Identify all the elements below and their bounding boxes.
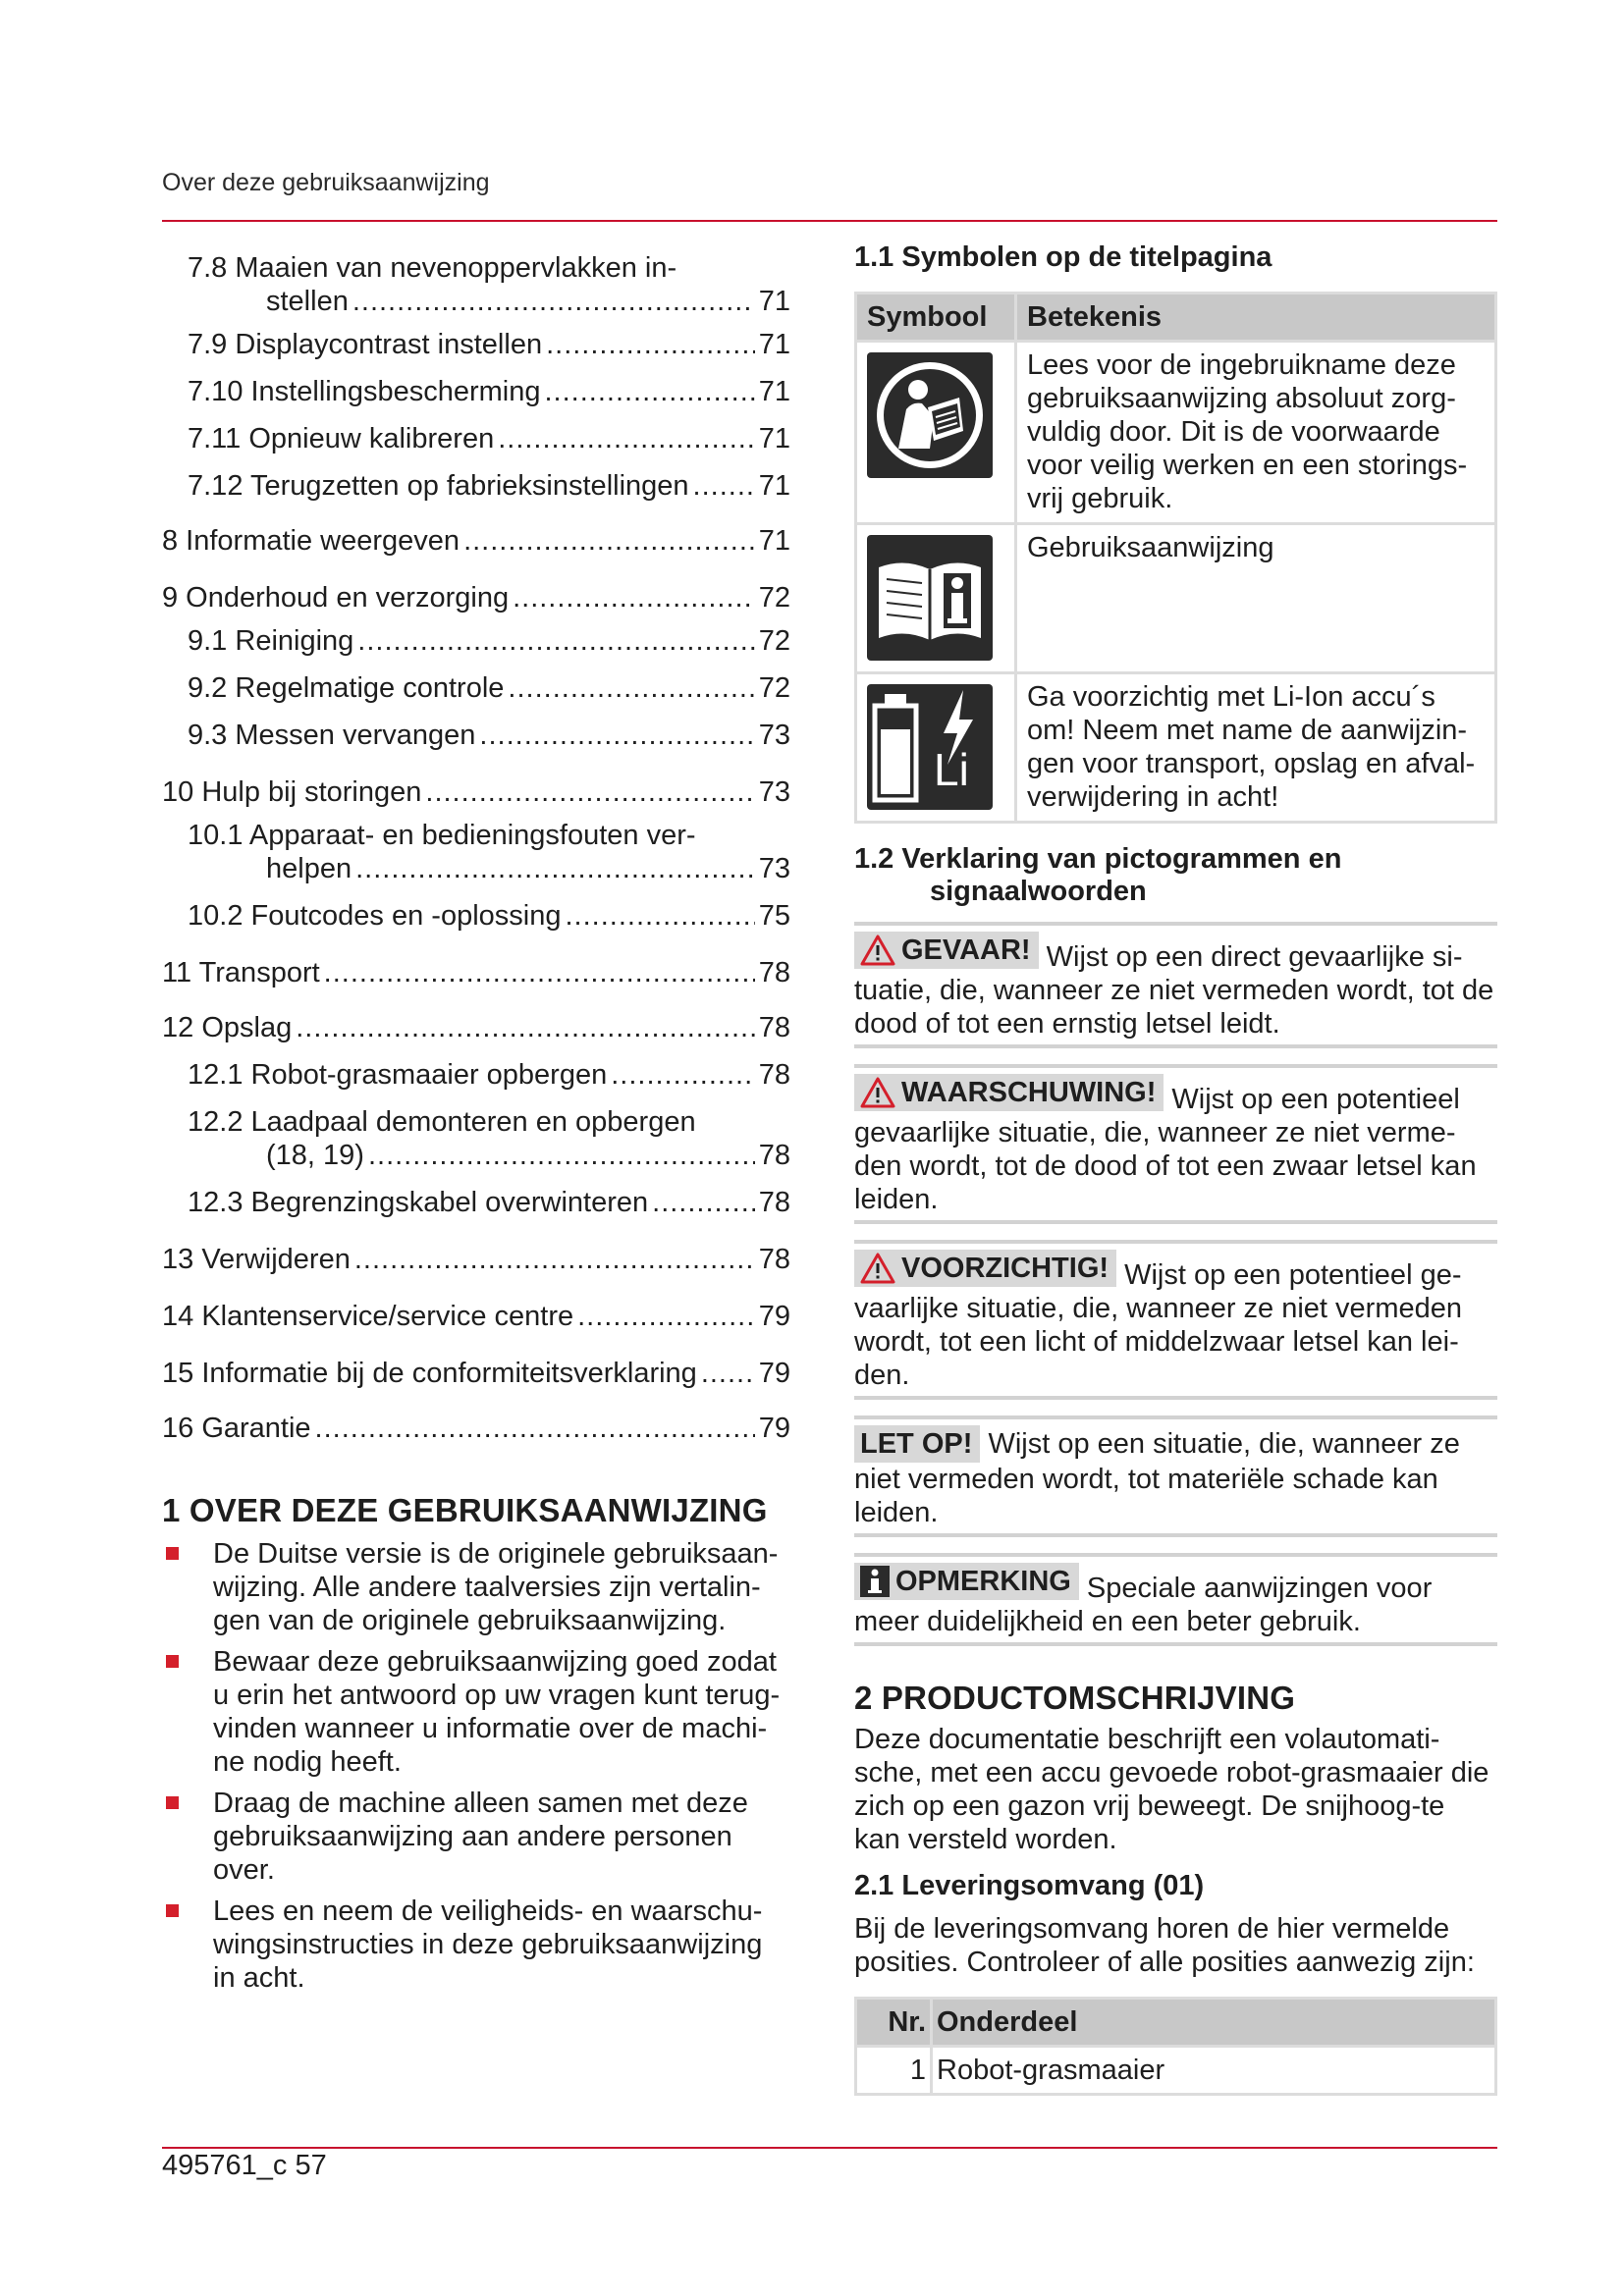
column-header-symbol: Symbool bbox=[856, 294, 1016, 342]
signal-block-caution bbox=[854, 1240, 1497, 1400]
section-1-bullets bbox=[162, 1537, 790, 1995]
toc-item-14[interactable]: 14 Klantenservice/service centre ..... 79 bbox=[162, 1300, 790, 1333]
delivery-table bbox=[854, 1997, 1497, 2096]
toc-item-16[interactable]: 16 Garantie ..... 79 bbox=[162, 1412, 790, 1445]
toc-item-9-3[interactable]: 9.3 Messen vervangen ..... 73 bbox=[162, 719, 790, 752]
list-item: Bewaar deze gebruiksaanwijzing goed zodat u erin het antwoord op uw vragen kunt terug-vinden wanneer u informatie over de machi-ne nodig heeft. bbox=[162, 1645, 790, 1779]
toc-item-7-11[interactable]: 7.11 Opnieuw kalibreren ..... 71 bbox=[162, 422, 790, 455]
toc-item-7-9[interactable]: 7.9 Displaycontrast instellen ..... 71 bbox=[162, 328, 790, 361]
delivery-nr: 1 bbox=[856, 2047, 932, 2095]
signal-text: Wijst op een potentieel ge-vaarlijke situatie, die, wanneer ze niet vermeden wordt, tot een licht of middelzwaar letsel kan lei-den. bbox=[854, 1259, 1462, 1391]
section-2-heading: 2 PRODUCTOMSCHRIJVING bbox=[854, 1680, 1296, 1716]
signal-block-danger bbox=[854, 922, 1497, 1048]
right-column bbox=[854, 241, 1497, 2096]
toc-item-12[interactable]: 12 Opslag ..... 78 bbox=[162, 1011, 790, 1044]
running-head: Over deze gebruiksaanwijzing bbox=[162, 169, 490, 196]
manual-info-icon bbox=[867, 535, 993, 661]
section-1-1-heading: 1.1 Symbolen op de titelpagina bbox=[854, 241, 1272, 273]
symbol-meaning-text: Ga voorzichtig met Li-Ion accu´s om! Neem met name de aanwijzin-gen voor transport, opslag en afval-verwijdering in acht! bbox=[1027, 681, 1476, 813]
toc-item-9-2[interactable]: 9.2 Regelmatige controle ..... 72 bbox=[162, 671, 790, 705]
section-2-text: Deze documentatie beschrijft een volautomati-sche, met een accu gevoede robot-grasmaaier die zich op een gazon vrij beweegt. De snijhoog-te kan versteld worden. bbox=[854, 1724, 1489, 1855]
symbols-table bbox=[854, 292, 1497, 824]
column-header-nr: Nr. bbox=[856, 1999, 932, 2047]
battery-label: Li bbox=[934, 744, 969, 795]
toc-item-11[interactable]: 11 Transport ..... 78 bbox=[162, 956, 790, 989]
column-header-meaning: Betekenis bbox=[1016, 294, 1496, 342]
signal-word-note: OPMERKING bbox=[895, 1566, 1071, 1597]
toc-item-9-1[interactable]: 9.1 Reiniging ..... 72 bbox=[162, 624, 790, 658]
toc-item-12-1[interactable]: 12.1 Robot-grasmaaier opbergen ..... 78 bbox=[162, 1058, 790, 1092]
list-item: Lees en neem de veiligheids- en waarschu-wingsinstructies in deze gebruiksaanwijzing in acht. bbox=[162, 1895, 790, 1995]
toc-item-7-10[interactable]: 7.10 Instellingsbescherming ..... 71 bbox=[162, 375, 790, 408]
read-manual-icon bbox=[867, 352, 993, 478]
info-icon bbox=[860, 1566, 890, 1597]
bullet-square-icon bbox=[166, 1904, 179, 1917]
signal-text: Wijst op een situatie, die, wanneer ze niet vermeden wordt, tot materiële schade kan leiden. bbox=[854, 1428, 1460, 1528]
toc-item-10[interactable]: 10 Hulp bij storingen ..... 73 bbox=[162, 775, 790, 809]
bullet-square-icon bbox=[166, 1796, 179, 1809]
table-header-row bbox=[856, 1999, 1496, 2047]
toc-item-8[interactable]: 8 Informatie weergeven ..... 71 bbox=[162, 524, 790, 558]
table-row bbox=[856, 524, 1496, 673]
footer-rule bbox=[162, 2147, 1497, 2149]
toc-item-7-12[interactable]: 7.12 Terugzetten op fabrieksinstellingen ..... 71 bbox=[162, 469, 790, 503]
signal-block-note bbox=[854, 1553, 1497, 1646]
signal-block-warning bbox=[854, 1064, 1497, 1224]
table-row bbox=[856, 2047, 1496, 2095]
toc-item-10-1[interactable]: 10.1 Apparaat- en bedieningsfouten ver- helpen ..... 73 bbox=[162, 819, 790, 885]
warning-triangle-icon bbox=[860, 934, 895, 966]
section-1-heading: 1 OVER DEZE GEBRUIKSAANWIJZING bbox=[162, 1492, 768, 1528]
toc-item-15[interactable]: 15 Informatie bij de conformiteitsverklaring ..... 79 bbox=[162, 1357, 790, 1390]
page-footer: 495761_c 57 bbox=[162, 2150, 327, 2181]
section-2-1-heading: 2.1 Leveringsomvang (01) bbox=[854, 1870, 1205, 1901]
list-item: De Duitse versie is de originele gebruiksaan-wijzing. Alle andere taalversies zijn vertalin-gen van de originele gebruiksaanwijzing. bbox=[162, 1537, 790, 1637]
section-1-2-heading: 1.2 Verklaring van pictogrammen en signaalwoorden bbox=[854, 843, 1342, 907]
column-header-part: Onderdeel bbox=[932, 1999, 1496, 2047]
signal-word-notice: LET OP! bbox=[860, 1428, 973, 1460]
table-of-contents bbox=[162, 251, 790, 1445]
signal-text: Wijst op een potentieel gevaarlijke situatie, die, wanneer ze niet verme-den wordt, tot de dood of tot een zwaar letsel kan leiden. bbox=[854, 1084, 1477, 1215]
delivery-part: Robot-grasmaaier bbox=[932, 2047, 1496, 2095]
signal-text: Wijst op een direct gevaarlijke si-tuatie, die, wanneer ze niet vermeden wordt, tot de dood of tot een ernstig letsel leidt. bbox=[854, 941, 1494, 1040]
section-2-1-text: Bij de leveringsomvang horen de hier vermelde posities. Controleer of alle posities aanwezig zijn: bbox=[854, 1913, 1475, 1978]
li-ion-battery-icon bbox=[867, 684, 993, 810]
bullet-square-icon bbox=[166, 1547, 179, 1560]
signal-text: Speciale aanwijzingen voor meer duidelijkheid en een beter gebruik. bbox=[854, 1573, 1433, 1637]
signal-block-notice bbox=[854, 1415, 1497, 1537]
signal-word-danger: GEVAAR! bbox=[901, 934, 1031, 966]
toc-item-10-2[interactable]: 10.2 Foutcodes en -oplossing ..... 75 bbox=[162, 899, 790, 933]
toc-item-7-8[interactable]: 7.8 Maaien van nevenoppervlakken in- stellen ..... 71 bbox=[162, 251, 790, 318]
toc-item-12-3[interactable]: 12.3 Begrenzingskabel overwinteren ..... 78 bbox=[162, 1186, 790, 1219]
warning-triangle-icon bbox=[860, 1077, 895, 1108]
symbol-meaning-text: Lees voor de ingebruikname deze gebruiksaanwijzing absoluut zorg-vuldig door. Dit is de voorwaarde voor veilig werken en een storings-vrij gebruik. bbox=[1027, 349, 1468, 514]
toc-item-13[interactable]: 13 Verwijderen ..... 78 bbox=[162, 1243, 790, 1276]
header-rule bbox=[162, 220, 1497, 222]
symbol-meaning-text: Gebruiksaanwijzing bbox=[1027, 532, 1274, 563]
bullet-square-icon bbox=[166, 1655, 179, 1668]
table-row bbox=[856, 673, 1496, 823]
warning-triangle-icon bbox=[860, 1253, 895, 1284]
left-column bbox=[162, 251, 790, 2002]
toc-item-9[interactable]: 9 Onderhoud en verzorging ..... 72 bbox=[162, 581, 790, 614]
table-row bbox=[856, 342, 1496, 524]
signal-word-warning: WAARSCHUWING! bbox=[901, 1077, 1157, 1108]
list-item: Draag de machine alleen samen met deze gebruiksaanwijzing aan andere personen over. bbox=[162, 1787, 790, 1887]
table-header-row bbox=[856, 294, 1496, 342]
toc-item-12-2[interactable]: 12.2 Laadpaal demonteren en opbergen (18, 19) ..... 78 bbox=[162, 1105, 790, 1172]
signal-word-caution: VOORZICHTIG! bbox=[901, 1253, 1110, 1284]
